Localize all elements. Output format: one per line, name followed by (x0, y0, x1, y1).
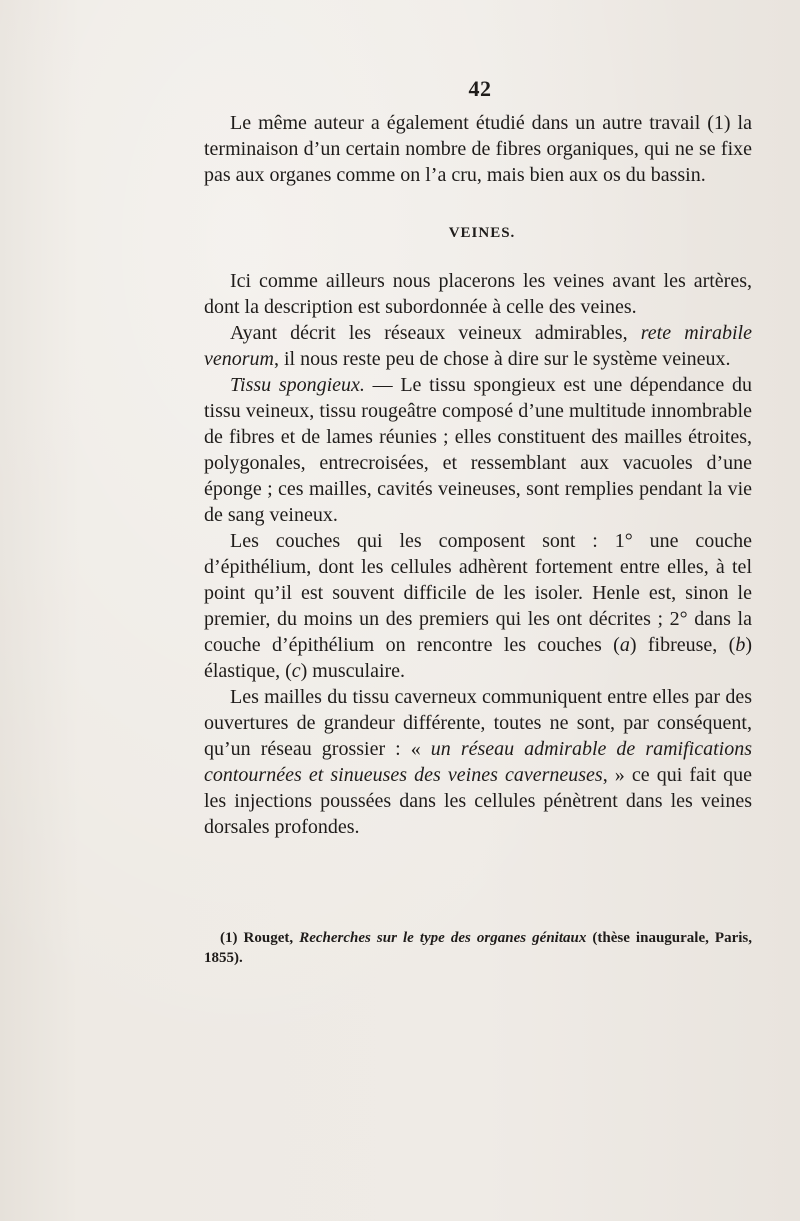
paragraph-5 (204, 684, 752, 840)
section-heading: VEINES. (448, 225, 516, 241)
intro-paragraph: Le même auteur a également étudié dans un autre travail (1) la terminaison d’un certain nombre de fibres organiques, qui ne se fixe pas aux organes comme on l’a cru, mais bien aux os du bassin. (204, 112, 752, 186)
body-text (204, 110, 752, 840)
paragraph-2-italic: rete mirabile venorum (204, 322, 752, 370)
paragraph-2-end: , il nous reste peu de chose à dire sur le système veineux. (273, 348, 731, 370)
footnote-1 (204, 928, 752, 968)
paragraph-5-end: , » ce qui fait que les injections poussées dans les cellules pénètrent dans les veines dorsales profondes. (204, 764, 752, 838)
footnote-1-marker: (1) Rouget, (220, 930, 300, 946)
page-number: 42 (468, 76, 492, 101)
paragraph-4 (204, 528, 752, 684)
paragraph-2-start: Ayant décrit les réseaux veineux admirables, (230, 322, 641, 344)
paragraph-4-part-d: ) musculaire. (300, 660, 406, 682)
footnotes (204, 928, 752, 968)
footnote-1-title: Recherches sur le type des organes génitaux (299, 930, 587, 946)
paragraph-4-letter-c: c (291, 660, 301, 682)
paragraph-4-part-b: ) fibreuse, ( (629, 634, 736, 656)
paragraph-5-start: Les mailles du tissu caverneux communiquent entre elles par des ouvertures de grandeur différente, toutes ne sont, par conséquent, qu’un réseau grossier : « (204, 686, 752, 760)
paragraph-4-letter-a: a (619, 634, 630, 656)
paragraph-4-part-c: ) élastique, ( (204, 634, 752, 682)
paragraph-3-italic-heading: Tissu spongieux. (230, 374, 365, 396)
paragraph-5-quote: un réseau admirable de ramifications contournées et sinueuses des veines caverneuses (204, 738, 752, 786)
paragraph-2 (204, 320, 752, 372)
paragraph-4-part-a: Les couches qui les composent sont : 1° une couche d’épithélium, dont les cellules adhèrent fortement entre elles, à tel point qu’il est souvent difficile de les isoler. Henle est, sinon le premier, du moins un des premiers qui les ont décrites ; 2° dans la couche d’épithélium on rencontre les couches ( (204, 530, 752, 656)
footnote-1-rest: (thèse inaugurale, Paris, 1855). (204, 930, 752, 966)
paragraph-3-text: — Le tissu spongieux est une dépendance du tissu veineux, tissu rougeâtre composé d’une multitude innombrable de fibres et de lames réunies ; elles constituent des mailles étroites, polygonales, entrecroisées, et ressemblant aux vacuoles d’une éponge ; ces mailles, cavités veineuses, sont remplies pendant la vie de sang veineux. (204, 374, 752, 526)
paragraph-1: Ici comme ailleurs nous placerons les veines avant les artères, dont la description est subordonnée à celle des veines. (204, 270, 752, 318)
paragraph-3 (204, 372, 752, 528)
paragraph-4-letter-b: b (735, 634, 746, 656)
